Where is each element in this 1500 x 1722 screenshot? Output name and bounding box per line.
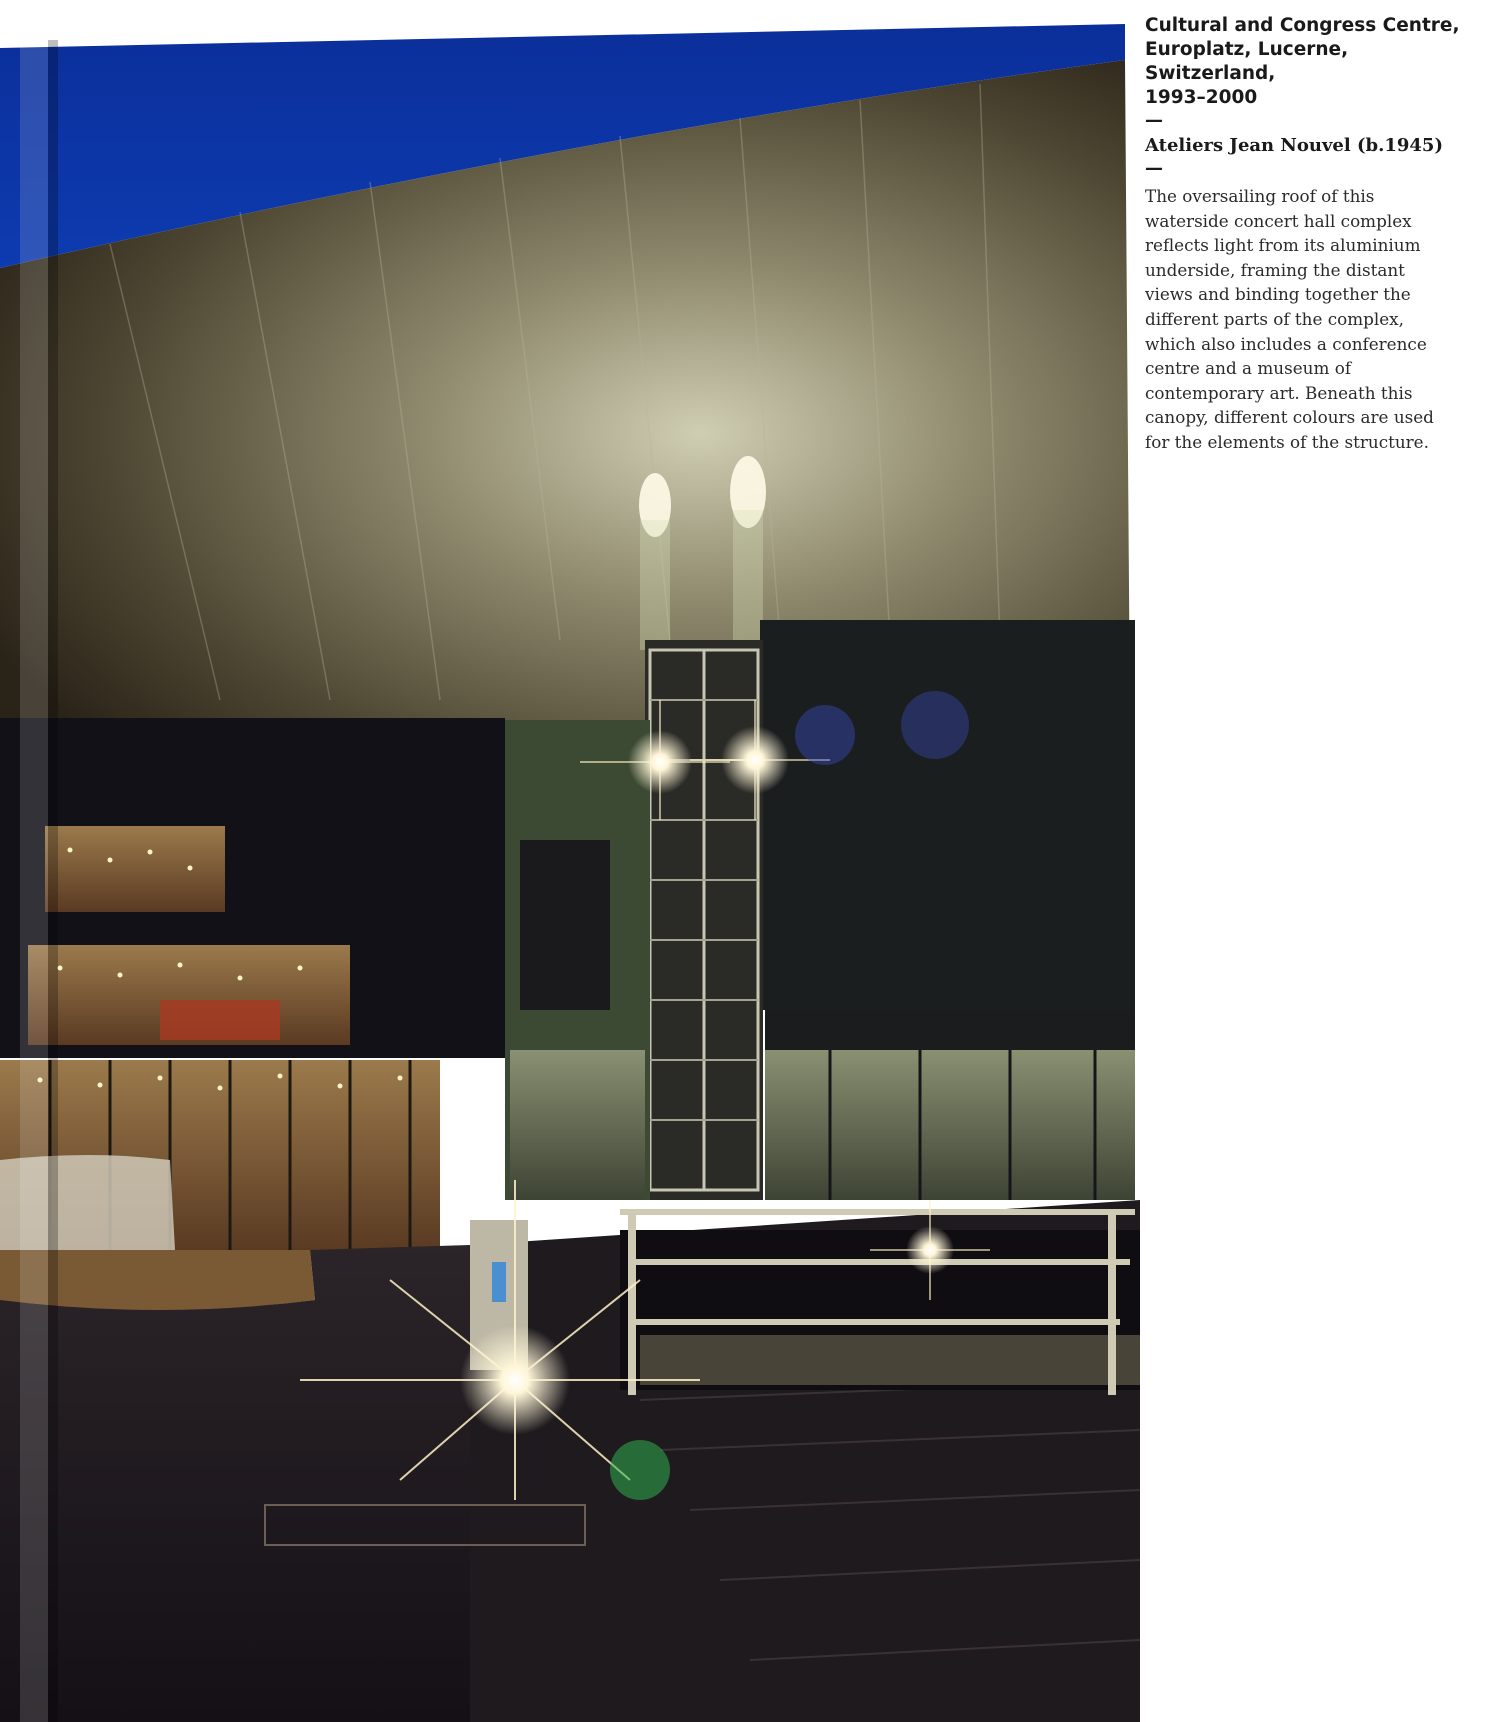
caption-separator-2: — bbox=[1145, 158, 1163, 179]
caption-author: Ateliers Jean Nouvel (b.1945) bbox=[1145, 135, 1443, 156]
caption-block bbox=[1145, 14, 1475, 455]
caption-separator-1: — bbox=[1145, 110, 1163, 131]
caption-body: The oversailing roof of this waterside concert hall complex reflects light from its aluminium underside, framing the distant views and binding together the different parts of the complex, which also includes a conference centre and a museum of contemporary art. Beneath this canopy, different colours are used for the elements of the structure. bbox=[1145, 186, 1434, 452]
caption-title: Cultural and Congress Centre, Europlatz, Lucerne, Switzerland, 1993–2000 bbox=[1145, 15, 1460, 108]
